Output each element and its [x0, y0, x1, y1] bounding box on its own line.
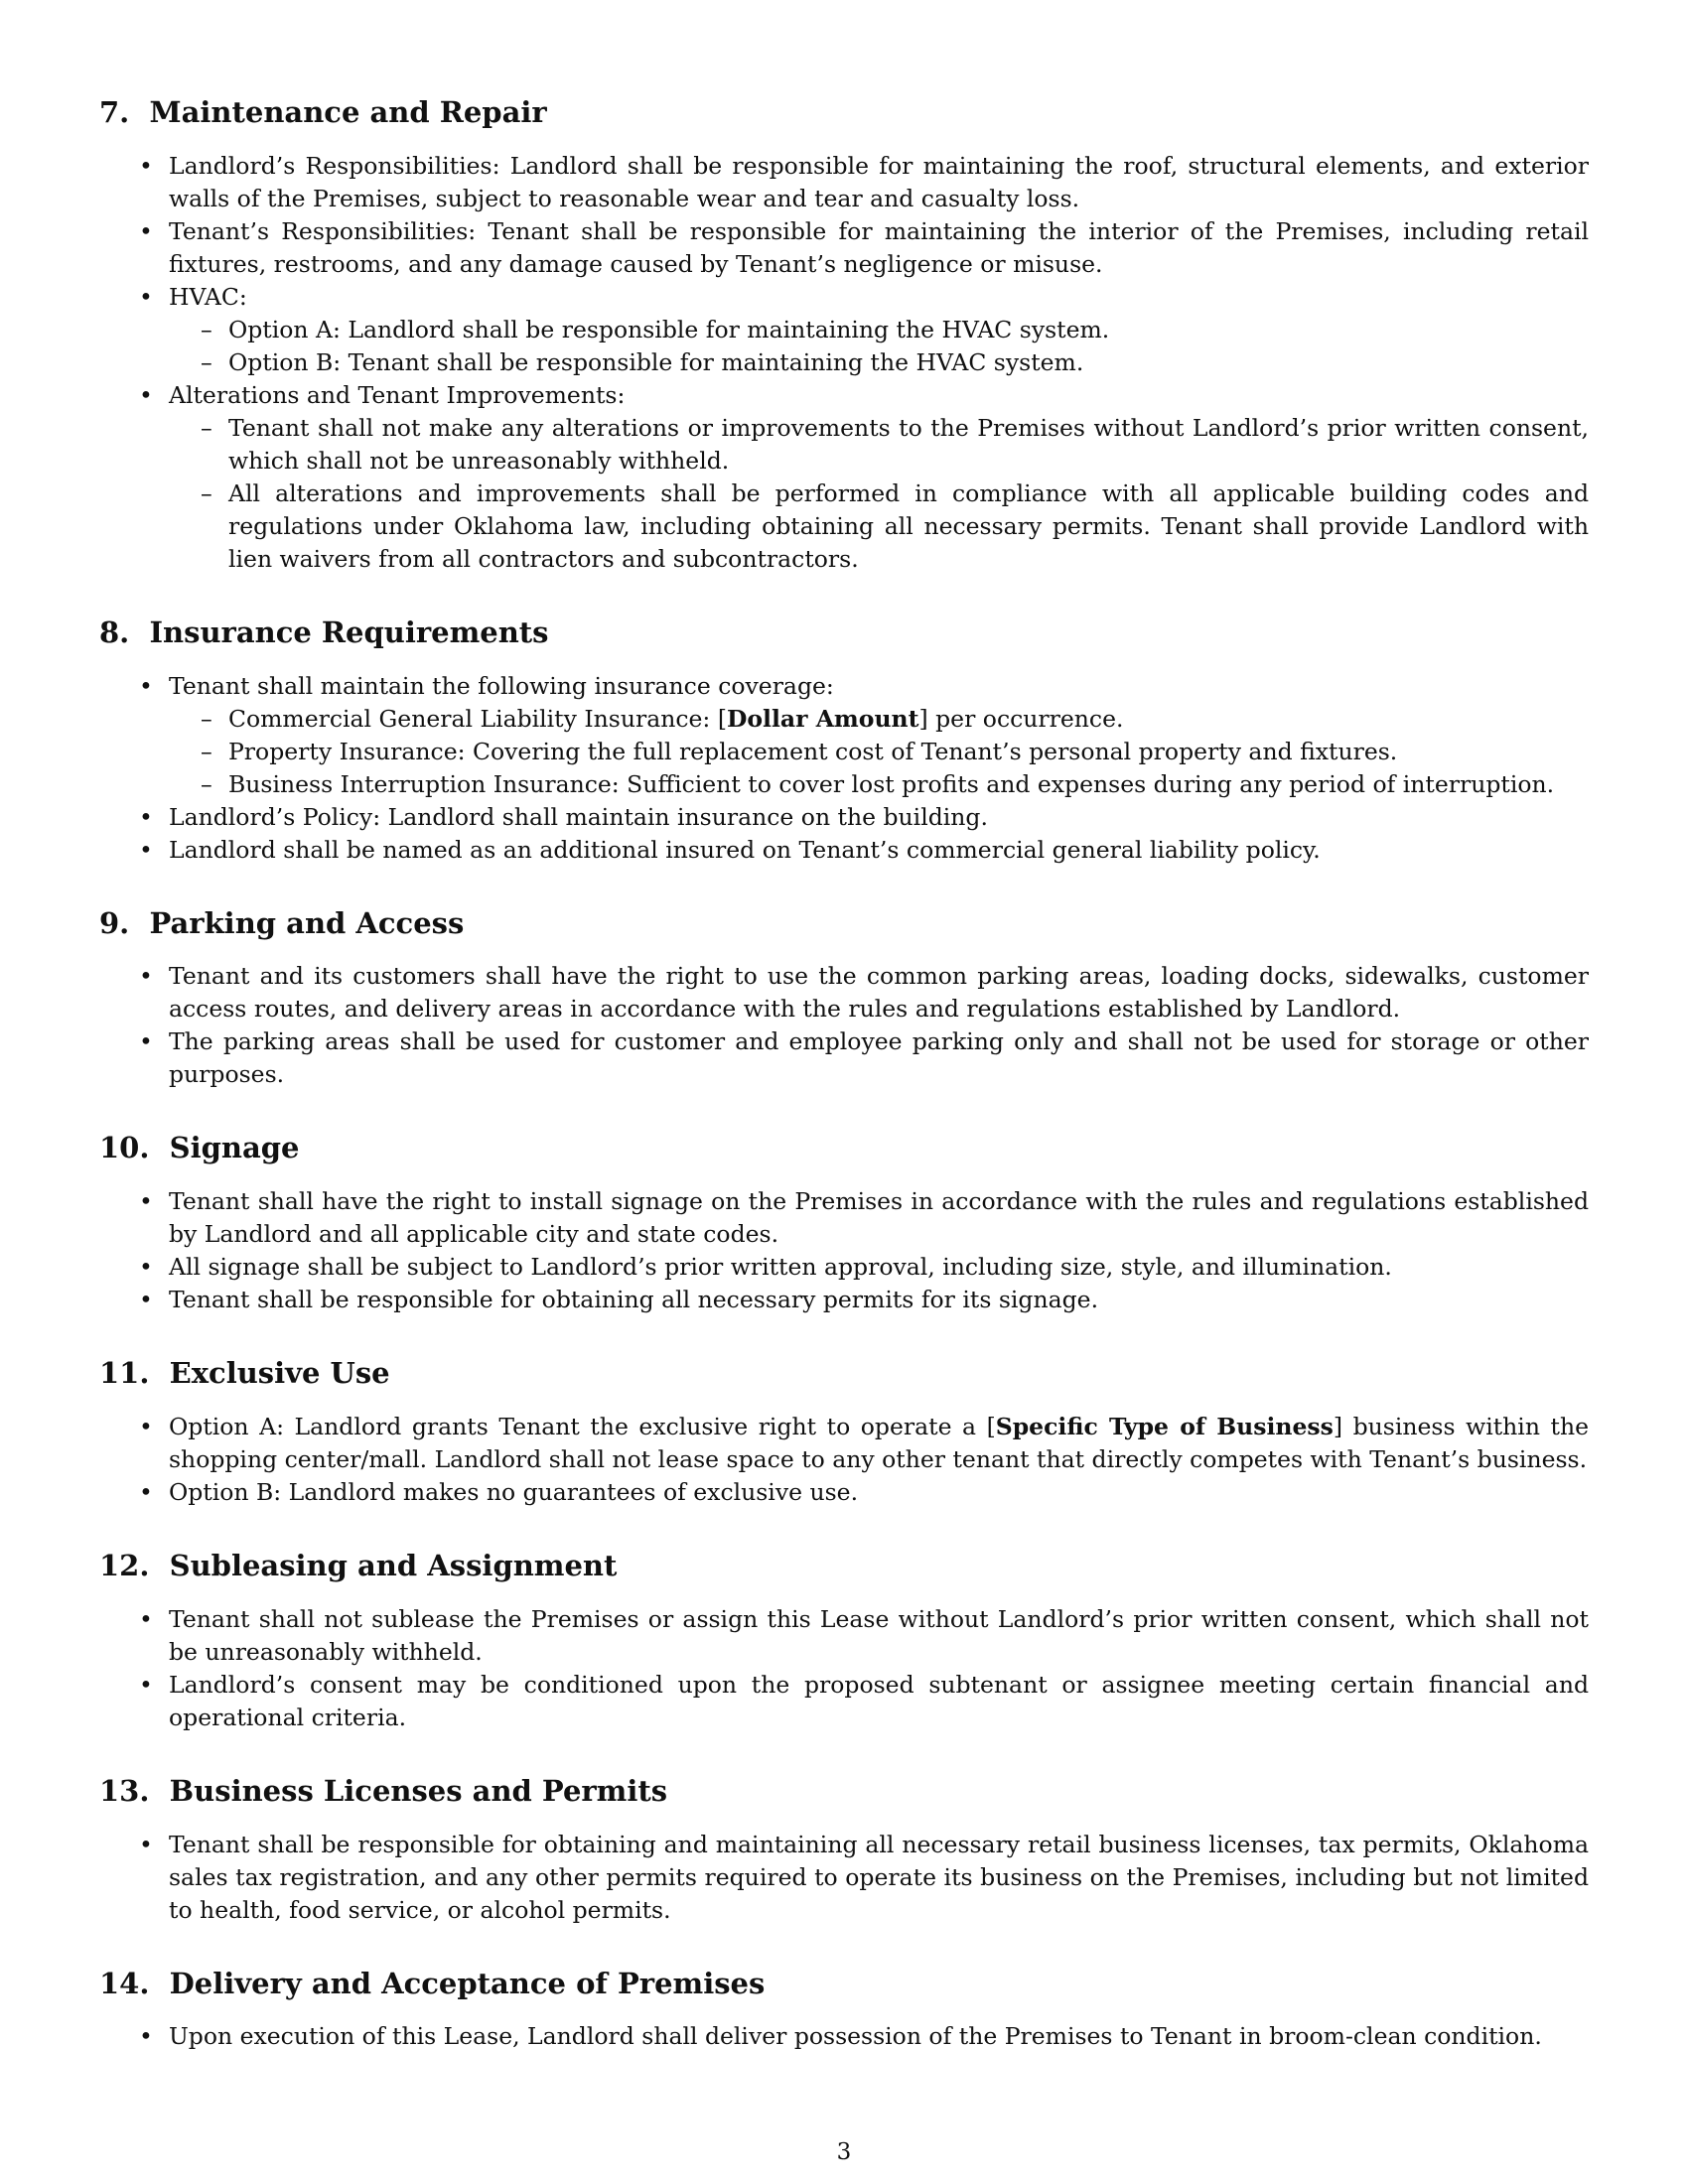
sub-item-content: Option B: Tenant shall be responsible for maintaining the HVAC system. [228, 347, 1084, 376]
item-content [169, 836, 1321, 864]
list-item [99, 1829, 1589, 1927]
section-9 [99, 906, 1589, 1092]
item-content [169, 381, 625, 409]
item-content [169, 217, 1589, 278]
bullet-icon: • [139, 151, 153, 180]
list-item [99, 1669, 1589, 1734]
list-item [99, 150, 1589, 215]
list-item [99, 1411, 1589, 1476]
sub-item-content: Option A: Landlord shall be responsible for maintaining the HVAC system. [228, 315, 1110, 343]
bullet-icon: • [139, 216, 153, 245]
section-13 [99, 1774, 1589, 1927]
list-item [99, 281, 1589, 379]
item-content [169, 1831, 1589, 1924]
list-item [99, 1603, 1589, 1669]
section-number: 11. [99, 1356, 150, 1391]
section-number: 10. [99, 1131, 150, 1165]
sub-item-content [228, 705, 1123, 733]
list-item [99, 670, 1589, 801]
section-heading [99, 1774, 1589, 1809]
section-heading [99, 1356, 1589, 1391]
bullet-icon: • [139, 1187, 153, 1216]
item-content [169, 1413, 1589, 1473]
sub-list-item [169, 478, 1589, 576]
placeholder-field: Dollar Amount [727, 704, 919, 733]
bullet-icon: • [139, 282, 153, 311]
sub-list-item [169, 346, 1589, 379]
sub-item-content: Tenant shall not make any alterations or improvements to the Premises without Landlord’s prior written consent, which shall not be unreasonably withheld. [228, 413, 1589, 475]
sub-list-item [169, 768, 1589, 801]
item-text: All signage shall be subject to Landlord’s prior written approval, including size, style, and illumination. [169, 1253, 1392, 1282]
item-content [169, 1671, 1589, 1731]
item-text: Tenant’s Responsibilities: Tenant shall be responsible for maintaining the interior of the Premises, including retail fixtures, restrooms, and any damage caused by Tenant’s negligence or misuse. [169, 216, 1589, 278]
item-text-post: ] business within the shopping center/mall. Landlord shall not lease space to any other tenant that directly competes with Tenant’s business. [169, 1412, 1589, 1473]
dash-icon: – [201, 704, 212, 733]
section-11 [99, 1356, 1589, 1509]
item-text-post: ] per occurrence. [918, 704, 1124, 733]
item-content [169, 1027, 1589, 1088]
bullet-icon: • [139, 1830, 153, 1858]
item-text: Upon execution of this Lease, Landlord shall deliver possession of the Premises to Tenant in broom-clean condition. [169, 2022, 1542, 2051]
item-content [169, 672, 834, 700]
item-content [169, 152, 1589, 212]
item-content [169, 1253, 1392, 1281]
item-text: Landlord’s Responsibilities: Landlord shall be responsible for maintaining the roof, structural elements, and exterior walls of the Premises, subject to reasonable wear and tear and casualty loss. [169, 151, 1589, 212]
list-item [99, 960, 1589, 1025]
section-heading [99, 906, 1589, 941]
list-item [99, 2020, 1589, 2053]
sub-list [169, 412, 1589, 576]
section-title: Business Licenses and Permits [169, 1773, 668, 1808]
bullet-icon: • [139, 835, 153, 864]
item-text: Tenant and its customers shall have the right to use the common parking areas, loading docks, sidewalks, customer access routes, and delivery areas in accordance with the rules and regulations established by Landlord. [169, 962, 1589, 1024]
sub-item-content: All alterations and improvements shall be performed in compliance with all applicable building codes and regulations under Oklahoma law, including obtaining all necessary permits. Tenant shall provide Landlord with lien waivers from all contractors and subcontractors. [228, 478, 1589, 573]
bullet-icon: • [139, 671, 153, 700]
item-text: Tenant shall maintain the following insurance coverage: [169, 671, 834, 700]
list-item [99, 834, 1589, 867]
dash-icon: – [201, 413, 212, 442]
item-content [169, 2022, 1542, 2050]
bullet-list [99, 1411, 1589, 1509]
bullet-icon: • [139, 1027, 153, 1056]
section-heading [99, 1967, 1589, 2001]
section-title: Signage [169, 1131, 300, 1165]
dash-icon: – [201, 478, 212, 507]
item-text: Tenant shall have the right to install signage on the Premises in accordance with the rules and regulations established by Landlord and all applicable city and state codes. [169, 1187, 1589, 1249]
sub-list-item [169, 703, 1589, 736]
document-page [99, 95, 1589, 2093]
item-content [169, 1187, 1589, 1248]
bullet-list [99, 1603, 1589, 1734]
item-text: Tenant shall not sublease the Premises or assign this Lease without Landlord’s prior written consent, which shall not be unreasonably withheld. [169, 1604, 1589, 1666]
section-heading [99, 1549, 1589, 1583]
section-7 [99, 95, 1589, 576]
section-heading [99, 1131, 1589, 1165]
item-text: Tenant shall be responsible for obtaining all necessary permits for its signage. [169, 1286, 1099, 1314]
section-number: 14. [99, 1966, 150, 2000]
sub-list-item [169, 314, 1589, 346]
item-text: HVAC: [169, 282, 247, 311]
item-text-pre: Commercial General Liability Insurance: [ [228, 704, 727, 733]
item-content [169, 1286, 1098, 1313]
item-content [169, 962, 1589, 1023]
bullet-icon: • [139, 1670, 153, 1699]
bullet-icon: • [139, 2022, 153, 2051]
item-text: Tenant shall be responsible for obtaining and maintaining all necessary retail business licenses, tax permits, Oklahoma sales tax registration, and any other permits required to operate its business on the Premises, including but not limited to health, food service, or alcohol permits. [169, 1830, 1589, 1924]
item-text: Landlord’s Policy: Landlord shall maintain insurance on the building. [169, 802, 988, 831]
sub-list [169, 703, 1589, 801]
section-8 [99, 615, 1589, 867]
sub-item-content: Property Insurance: Covering the full replacement cost of Tenant’s personal property and fixtures. [228, 737, 1398, 765]
list-item [99, 1025, 1589, 1091]
item-text: Alterations and Tenant Improvements: [169, 380, 626, 409]
section-10 [99, 1131, 1589, 1316]
section-title: Exclusive Use [169, 1356, 390, 1391]
section-number: 8. [99, 614, 130, 649]
item-content [169, 1605, 1589, 1666]
section-title: Parking and Access [149, 905, 465, 940]
bullet-icon: • [139, 962, 153, 991]
section-title: Subleasing and Assignment [169, 1548, 618, 1582]
section-title: Insurance Requirements [149, 614, 549, 649]
item-content [169, 283, 247, 311]
bullet-icon: • [139, 1604, 153, 1633]
item-text-pre: Option A: Landlord grants Tenant the exclusive right to operate a [ [169, 1412, 996, 1440]
section-number: 7. [99, 95, 130, 129]
bullet-icon: • [139, 802, 153, 831]
bullet-list [99, 2020, 1589, 2053]
list-item [99, 379, 1589, 576]
bullet-list [99, 960, 1589, 1091]
section-title: Delivery and Acceptance of Premises [169, 1966, 766, 2000]
dash-icon: – [201, 315, 212, 343]
bullet-icon: • [139, 380, 153, 409]
section-12 [99, 1549, 1589, 1734]
bullet-list [99, 1829, 1589, 1927]
section-14 [99, 1967, 1589, 2054]
list-item [99, 1251, 1589, 1284]
dash-icon: – [201, 769, 212, 798]
item-text: Landlord’s consent may be conditioned upon the proposed subtenant or assignee meeting certain financial and operational criteria. [169, 1670, 1589, 1731]
list-item [99, 1284, 1589, 1316]
sub-list-item [169, 412, 1589, 478]
bullet-icon: • [139, 1477, 153, 1506]
bullet-list [99, 670, 1589, 867]
item-text: The parking areas shall be used for customer and employee parking only and shall not be used for storage or other purposes. [169, 1027, 1589, 1089]
page-number: 3 [836, 2139, 852, 2165]
item-text: Landlord shall be named as an additional insured on Tenant’s commercial general liability policy. [169, 835, 1321, 864]
list-item [99, 1476, 1589, 1509]
sub-item-content: Business Interruption Insurance: Sufficient to cover lost profits and expenses during any period of interruption. [228, 769, 1555, 798]
placeholder-field: Specific Type of Business [995, 1412, 1334, 1440]
item-text: Option B: Landlord makes no guarantees of exclusive use. [169, 1477, 859, 1506]
sub-list-item [169, 736, 1589, 768]
item-content [169, 1478, 858, 1506]
list-item [99, 801, 1589, 834]
section-heading [99, 95, 1589, 130]
bullet-list [99, 1185, 1589, 1316]
section-number: 12. [99, 1548, 150, 1582]
list-item [99, 1185, 1589, 1251]
bullet-icon: • [139, 1253, 153, 1282]
list-item [99, 215, 1589, 281]
dash-icon: – [201, 347, 212, 376]
bullet-icon: • [139, 1286, 153, 1314]
dash-icon: – [201, 737, 212, 765]
section-number: 9. [99, 905, 130, 940]
sub-list [169, 314, 1589, 379]
item-content [169, 803, 988, 831]
section-title: Maintenance and Repair [149, 95, 547, 129]
section-heading [99, 615, 1589, 650]
bullet-list [99, 150, 1589, 576]
section-number: 13. [99, 1773, 150, 1808]
bullet-icon: • [139, 1412, 153, 1440]
